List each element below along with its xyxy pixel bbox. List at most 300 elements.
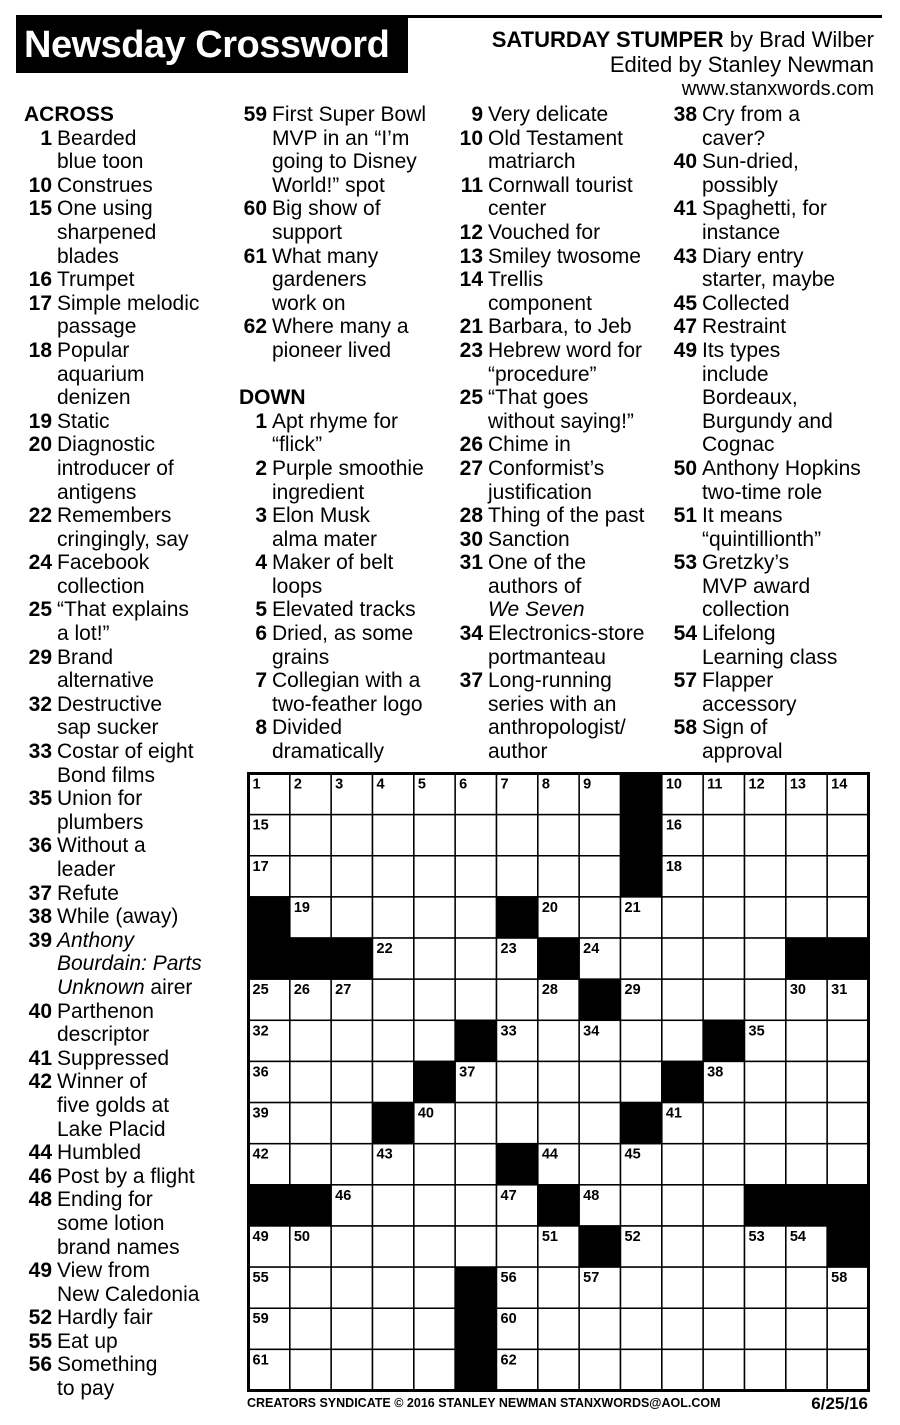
clue-item[interactable]	[455, 174, 644, 221]
grid-cell[interactable]	[827, 1308, 868, 1349]
grid-cell[interactable]	[745, 1308, 786, 1349]
grid-cell[interactable]	[579, 815, 620, 856]
grid-cell[interactable]	[331, 1144, 372, 1185]
grid-cell[interactable]	[827, 1020, 868, 1061]
clue-item[interactable]	[24, 646, 202, 693]
black-square	[827, 938, 868, 979]
clue-item[interactable]	[455, 386, 644, 433]
grid-cell[interactable]	[414, 1267, 455, 1308]
grid-cell[interactable]	[745, 1267, 786, 1308]
clue-item[interactable]	[24, 1188, 202, 1259]
cell-number: 58	[831, 1270, 848, 1287]
clue-text: Maker of belt loops	[272, 551, 394, 598]
grid-cell[interactable]	[662, 1226, 703, 1267]
grid-cell[interactable]	[331, 897, 372, 938]
cell-number: 57	[583, 1270, 600, 1287]
grid-cell[interactable]	[786, 1144, 827, 1185]
cell-number: 43	[376, 1146, 393, 1163]
clue-item[interactable]	[24, 410, 202, 434]
clue-item[interactable]	[455, 245, 644, 269]
grid-cell[interactable]	[745, 938, 786, 979]
cell-number: 35	[748, 1023, 765, 1040]
grid-cell[interactable]	[497, 1103, 538, 1144]
grid-cell[interactable]	[497, 1226, 538, 1267]
grid-cell[interactable]	[703, 938, 744, 979]
clue-item[interactable]	[669, 103, 861, 150]
grid-cell[interactable]	[497, 979, 538, 1020]
grid-cell[interactable]	[455, 1185, 496, 1226]
clue-item[interactable]	[669, 622, 861, 669]
cell-number: 41	[665, 1105, 682, 1122]
clue-item[interactable]	[455, 339, 644, 386]
cell-number: 10	[665, 776, 682, 793]
clue-item[interactable]	[239, 457, 426, 504]
grid-cell[interactable]	[290, 856, 331, 897]
grid-cell[interactable]	[538, 856, 579, 897]
grid-cell[interactable]	[745, 1103, 786, 1144]
clue-item[interactable]	[24, 292, 202, 339]
grid-cell[interactable]	[455, 897, 496, 938]
clue-item[interactable]	[455, 433, 644, 457]
grid-cell[interactable]	[331, 1308, 372, 1349]
cell-number: 34	[583, 1023, 600, 1040]
clue-number: 22	[28, 504, 52, 528]
grid-cell[interactable]	[373, 815, 414, 856]
grid-cell[interactable]	[331, 1103, 372, 1144]
grid-cell[interactable]	[414, 897, 455, 938]
cell-number: 54	[789, 1228, 806, 1245]
clue-item[interactable]	[669, 292, 861, 316]
clue-number: 30	[459, 527, 483, 551]
grid-cell[interactable]	[414, 979, 455, 1020]
clue-item[interactable]	[239, 245, 426, 316]
grid-cell[interactable]	[290, 1061, 331, 1102]
clue-number: 57	[673, 669, 697, 693]
clue-item[interactable]	[455, 268, 644, 315]
clue-item[interactable]	[24, 268, 202, 292]
cell-number: 4	[376, 776, 385, 793]
grid-cell[interactable]	[414, 1020, 455, 1061]
clue-item[interactable]	[669, 551, 861, 622]
grid-cell[interactable]	[745, 1349, 786, 1390]
clue-text: Divided dramatically	[272, 716, 385, 764]
clue-number: 18	[28, 338, 52, 362]
grid-cell[interactable]	[745, 1061, 786, 1102]
cell-number: 30	[789, 982, 806, 999]
grid-cell[interactable]	[786, 1061, 827, 1102]
crossword-grid[interactable]	[247, 772, 870, 1392]
black-square	[331, 938, 372, 979]
clue-item[interactable]	[24, 433, 202, 504]
grid-cell[interactable]	[786, 1020, 827, 1061]
grid-cell[interactable]	[538, 1267, 579, 1308]
grid-cell[interactable]	[579, 897, 620, 938]
grid-cell[interactable]	[662, 979, 703, 1020]
grid-cell[interactable]	[331, 1267, 372, 1308]
grid-cell[interactable]	[331, 1020, 372, 1061]
grid-cell[interactable]	[745, 897, 786, 938]
grid-cell[interactable]	[373, 979, 414, 1020]
clue-item[interactable]	[455, 221, 644, 245]
grid-cell[interactable]	[703, 1144, 744, 1185]
grid-cell[interactable]	[703, 1226, 744, 1267]
grid-cell[interactable]	[786, 815, 827, 856]
grid-cell[interactable]	[331, 815, 372, 856]
grid-cell[interactable]	[827, 1349, 868, 1390]
black-square	[621, 774, 662, 815]
clue-item[interactable]	[239, 551, 426, 598]
clue-item[interactable]	[455, 457, 644, 504]
clue-number: 1	[255, 409, 267, 433]
clue-number: 48	[28, 1188, 52, 1212]
cell-number: 40	[417, 1105, 434, 1122]
section-heading-across: ACROSS	[24, 103, 114, 126]
clue-text: Sign of approval	[702, 716, 783, 764]
grid-cell[interactable]	[745, 815, 786, 856]
grid-cell[interactable]	[373, 1267, 414, 1308]
author: by Brad Wilber	[729, 27, 874, 52]
grid-cell[interactable]	[290, 1020, 331, 1061]
grid-cell[interactable]	[538, 1349, 579, 1390]
clue-item[interactable]	[455, 551, 644, 622]
black-square	[455, 1020, 496, 1061]
clue-item[interactable]	[24, 882, 202, 906]
black-square	[249, 897, 290, 938]
grid-cell[interactable]	[455, 815, 496, 856]
grid-cell[interactable]	[538, 1103, 579, 1144]
grid-cell[interactable]	[331, 1226, 372, 1267]
clue-item[interactable]	[455, 103, 644, 127]
grid-cell[interactable]	[662, 1020, 703, 1061]
cell-number: 1	[252, 776, 261, 793]
clue-item[interactable]	[24, 1330, 202, 1354]
clue-text: Humbled	[57, 1141, 142, 1165]
grid-cell[interactable]	[579, 856, 620, 897]
grid-cell[interactable]	[331, 1061, 372, 1102]
grid-cell[interactable]	[579, 1308, 620, 1349]
clue-text: Barbara, to Jeb	[488, 315, 632, 339]
grid-cell[interactable]	[621, 938, 662, 979]
cell-number: 14	[831, 776, 848, 793]
cell-number: 29	[624, 982, 641, 999]
grid-cell[interactable]	[373, 1061, 414, 1102]
grid-cell[interactable]	[621, 1267, 662, 1308]
grid-cell[interactable]	[497, 1061, 538, 1102]
black-square	[455, 1349, 496, 1390]
grid-cell[interactable]	[331, 856, 372, 897]
clue-text: Facebook collection	[57, 551, 150, 598]
cell-number: 18	[665, 858, 682, 875]
clue-text: Flapper accessory	[702, 669, 797, 716]
grid-cell[interactable]	[497, 856, 538, 897]
clue-item[interactable]	[24, 1047, 202, 1071]
footer-credit: CREATORS SYNDICATE © 2016 STANLEY NEWMAN STANXWORDS@AOL.COM	[247, 1396, 721, 1410]
grid-cell[interactable]	[621, 1020, 662, 1061]
grid-cell[interactable]	[827, 856, 868, 897]
clue-item[interactable]	[24, 551, 202, 598]
clue-number: 34	[459, 622, 483, 646]
grid-cell[interactable]	[703, 1308, 744, 1349]
clue-item[interactable]	[24, 504, 202, 551]
clue-item[interactable]	[24, 174, 202, 198]
cell-number: 44	[541, 1146, 558, 1163]
cell-number: 21	[624, 899, 641, 916]
grid-cell[interactable]	[538, 1308, 579, 1349]
clue-text: Suppressed	[57, 1046, 170, 1070]
clue-item[interactable]	[24, 598, 202, 645]
grid-cell[interactable]	[827, 1061, 868, 1102]
cell-number: 33	[500, 1023, 517, 1040]
clue-item[interactable]	[239, 716, 426, 763]
grid-cell[interactable]	[786, 1267, 827, 1308]
grid-cell[interactable]	[579, 1103, 620, 1144]
grid-cell[interactable]	[827, 1103, 868, 1144]
grid-cell[interactable]	[538, 1020, 579, 1061]
clue-item[interactable]	[24, 740, 202, 787]
grid-cell[interactable]	[497, 815, 538, 856]
grid-cell[interactable]	[414, 815, 455, 856]
clue-item[interactable]	[455, 669, 644, 763]
grid-cell[interactable]	[621, 1308, 662, 1349]
cell-number: 6	[459, 776, 468, 793]
clue-item[interactable]	[455, 127, 644, 174]
cell-number: 62	[500, 1352, 517, 1369]
clue-item[interactable]	[669, 150, 861, 197]
grid-cell[interactable]	[290, 1103, 331, 1144]
grid-cell[interactable]	[579, 1349, 620, 1390]
cell-number: 16	[665, 817, 682, 834]
clue-text: Purple smoothie ingredient	[272, 456, 424, 504]
clue-item[interactable]	[239, 197, 426, 244]
grid-cell[interactable]	[827, 897, 868, 938]
clue-item[interactable]	[239, 622, 426, 669]
grid-cell[interactable]	[455, 938, 496, 979]
grid-cell[interactable]	[373, 1349, 414, 1390]
grid-cell[interactable]	[455, 1103, 496, 1144]
clue-item[interactable]	[24, 1259, 202, 1306]
grid-cell[interactable]	[703, 1349, 744, 1390]
clue-item[interactable]	[455, 528, 644, 552]
clue-number: 26	[459, 433, 483, 457]
grid-cell[interactable]	[703, 856, 744, 897]
grid-cell[interactable]	[786, 897, 827, 938]
clue-item[interactable]	[24, 787, 202, 834]
grid-cell[interactable]	[579, 1144, 620, 1185]
clue-number: 3	[255, 504, 267, 528]
clue-item[interactable]	[24, 1165, 202, 1189]
grid-cell[interactable]	[827, 1144, 868, 1185]
spacer	[239, 363, 426, 387]
grid-cell[interactable]	[827, 815, 868, 856]
cell-number: 47	[500, 1187, 517, 1204]
clue-item[interactable]	[24, 1000, 202, 1047]
grid-cell[interactable]	[414, 938, 455, 979]
clue-item[interactable]	[239, 103, 426, 197]
grid-cell[interactable]	[455, 1226, 496, 1267]
grid-cell[interactable]	[290, 1308, 331, 1349]
grid-cell[interactable]	[538, 1061, 579, 1102]
grid-cell[interactable]	[414, 1185, 455, 1226]
clue-item[interactable]	[24, 1353, 202, 1400]
grid-cell[interactable]	[621, 1185, 662, 1226]
grid-cell[interactable]	[290, 1144, 331, 1185]
grid-cell[interactable]	[786, 1308, 827, 1349]
clue-item[interactable]	[24, 693, 202, 740]
grid-cell[interactable]	[373, 856, 414, 897]
grid-cell[interactable]	[662, 938, 703, 979]
grid-cell[interactable]	[414, 1349, 455, 1390]
clue-number: 43	[673, 244, 697, 268]
black-square	[786, 1185, 827, 1226]
clue-item[interactable]	[455, 315, 644, 339]
clue-item[interactable]	[669, 457, 861, 504]
grid-cell[interactable]	[290, 815, 331, 856]
grid-cell[interactable]	[373, 1226, 414, 1267]
grid-cell[interactable]	[662, 1185, 703, 1226]
clue-number: 45	[673, 291, 697, 315]
cell-number: 28	[541, 982, 558, 999]
clue-item[interactable]	[455, 622, 644, 669]
grid-cell[interactable]	[414, 1308, 455, 1349]
grid-cell[interactable]	[703, 979, 744, 1020]
grid-cell[interactable]	[703, 897, 744, 938]
clue-number: 54	[673, 622, 697, 646]
clue-text: Big show of support	[272, 197, 381, 244]
cell-number: 25	[252, 982, 269, 999]
clue-number: 37	[459, 669, 483, 693]
grid-cell[interactable]	[703, 1103, 744, 1144]
black-square	[538, 1185, 579, 1226]
clue-text: Elon Musk alma mater	[272, 504, 378, 551]
cell-number: 60	[500, 1311, 517, 1328]
grid-cell[interactable]	[414, 1226, 455, 1267]
clue-item[interactable]	[24, 339, 202, 410]
grid-cell[interactable]	[331, 1349, 372, 1390]
clue-item[interactable]	[24, 1141, 202, 1165]
clue-text: Static	[57, 409, 110, 433]
clue-text: “That explains a lot!”	[57, 598, 189, 646]
clue-text: One using sharpened blades	[57, 197, 157, 268]
grid-cell[interactable]	[621, 1061, 662, 1102]
grid-cell[interactable]	[373, 897, 414, 938]
clue-item[interactable]	[24, 127, 202, 174]
clue-item[interactable]	[239, 598, 426, 622]
grid-cell[interactable]	[745, 1144, 786, 1185]
grid-cell[interactable]	[662, 1308, 703, 1349]
clue-item[interactable]	[669, 716, 861, 763]
grid-cell[interactable]	[414, 1144, 455, 1185]
black-square	[621, 815, 662, 856]
clue-text: Destructive sap sucker	[57, 692, 163, 740]
clue-item[interactable]	[24, 1070, 202, 1141]
clue-column-1	[24, 103, 202, 1401]
clue-item[interactable]	[239, 315, 426, 362]
clue-text: Without a leader	[57, 834, 146, 881]
grid-cell[interactable]	[538, 815, 579, 856]
grid-cell[interactable]	[703, 815, 744, 856]
grid-cell[interactable]	[662, 1144, 703, 1185]
grid-cell[interactable]	[373, 1185, 414, 1226]
clue-text: It means “quintillionth”	[702, 504, 822, 551]
clue-text: Diary entry starter, maybe	[702, 244, 836, 292]
clue-number: 61	[243, 244, 267, 268]
cell-number: 36	[252, 1064, 269, 1081]
cell-number: 39	[252, 1105, 269, 1122]
grid-cell[interactable]	[745, 856, 786, 897]
clue-item[interactable]	[239, 669, 426, 716]
clue-item[interactable]	[24, 834, 202, 881]
clue-number: 27	[459, 456, 483, 480]
grid-cell[interactable]	[373, 1308, 414, 1349]
clue-number: 21	[459, 315, 483, 339]
grid-cell[interactable]	[703, 1185, 744, 1226]
clue-number: 17	[28, 291, 52, 315]
clue-number: 31	[459, 551, 483, 575]
grid-cell[interactable]	[290, 1267, 331, 1308]
clue-text: Costar of eight Bond films	[57, 740, 194, 787]
black-square	[703, 1020, 744, 1061]
clue-item[interactable]	[669, 504, 861, 551]
clue-item[interactable]	[239, 504, 426, 551]
clue-text: Cry from a caver?	[702, 103, 801, 150]
grid-cell[interactable]	[662, 897, 703, 938]
grid-cell[interactable]	[455, 856, 496, 897]
clue-item[interactable]	[455, 504, 644, 528]
black-square	[786, 938, 827, 979]
clue-text: Eat up	[57, 1329, 118, 1353]
black-square	[373, 1103, 414, 1144]
stumper-label: SATURDAY STUMPER	[491, 27, 724, 52]
clue-number: 14	[459, 268, 483, 292]
grid-cell[interactable]	[414, 856, 455, 897]
clue-item[interactable]	[239, 410, 426, 457]
clue-item[interactable]	[24, 905, 202, 929]
clue-item[interactable]	[24, 1306, 202, 1330]
clue-text: Where many a pioneer lived	[272, 315, 409, 362]
clue-item[interactable]	[669, 669, 861, 716]
clue-item[interactable]	[669, 315, 861, 339]
grid-cell[interactable]	[373, 1020, 414, 1061]
grid-cell[interactable]	[662, 1349, 703, 1390]
grid-cell[interactable]	[621, 1349, 662, 1390]
clue-item[interactable]	[669, 339, 861, 457]
grid-cell[interactable]	[786, 856, 827, 897]
clue-column-2	[239, 103, 426, 764]
grid-cell[interactable]	[290, 1349, 331, 1390]
clue-text: Sun-dried, possibly	[702, 150, 799, 197]
grid-cell[interactable]	[662, 1267, 703, 1308]
grid-cell[interactable]	[786, 1349, 827, 1390]
grid-cell[interactable]	[455, 979, 496, 1020]
clue-text: Chime in	[488, 433, 571, 457]
clue-text: Lifelong Learning class	[702, 622, 838, 669]
clue-number: 10	[28, 173, 52, 197]
grid-cell[interactable]	[579, 1061, 620, 1102]
grid-cell[interactable]	[455, 1144, 496, 1185]
clue-number: 47	[673, 315, 697, 339]
grid-cell[interactable]	[703, 1267, 744, 1308]
clue-item[interactable]	[669, 197, 861, 244]
grid-cell[interactable]	[745, 979, 786, 1020]
clue-text: Union for plumbers	[57, 787, 144, 834]
clue-item[interactable]	[24, 929, 202, 1000]
clue-item[interactable]	[24, 197, 202, 268]
clue-number: 55	[28, 1329, 52, 1353]
clue-item[interactable]	[669, 245, 861, 292]
clue-text: Its types include Bordeaux, Burgundy and Cognac	[702, 338, 833, 457]
clue-number: 20	[28, 433, 52, 457]
grid-cell[interactable]	[786, 1103, 827, 1144]
